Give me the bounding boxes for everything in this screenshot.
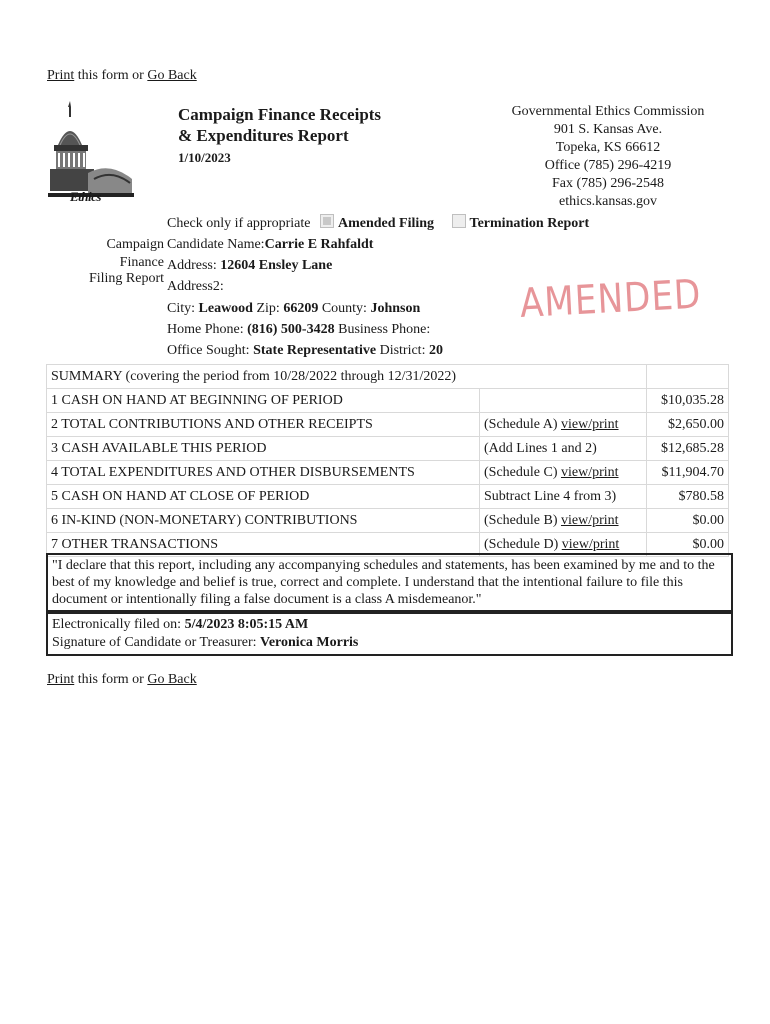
business-phone-label: Business Phone: <box>334 322 431 337</box>
report-title-line2: & Expenditures Report <box>178 126 349 145</box>
summary-header-blank <box>647 365 729 389</box>
summary-row-note-text: (Schedule A) <box>484 416 561 432</box>
termination-report-label: Termination Report <box>469 216 590 231</box>
amended-filing-checkbox[interactable] <box>320 214 334 228</box>
summary-row-note <box>480 413 647 437</box>
district-label: District: <box>376 343 429 358</box>
address2-label: Address2: <box>167 279 224 294</box>
table-row <box>47 389 729 413</box>
commission-city: Topeka, KS 66612 <box>555 140 661 155</box>
print-link-bottom[interactable]: Print <box>47 672 75 687</box>
address2-row <box>167 279 224 295</box>
commission-name: Governmental Ethics Commission <box>511 104 705 119</box>
summary-row-amount: $0.00 <box>647 509 729 533</box>
filed-on-row <box>52 616 727 634</box>
summary-row-label: 5 CASH ON HAND AT CLOSE OF PERIOD <box>47 485 480 509</box>
office-label: Office Sought: <box>167 343 254 358</box>
logo-text: Ethics <box>70 189 101 204</box>
district-value: 20 <box>428 343 443 358</box>
table-row <box>47 509 729 533</box>
top-nav <box>47 68 197 84</box>
summary-header: SUMMARY (covering the period from 10/28/2022 through 12/31/2022) <box>47 365 647 389</box>
summary-row-note-text: (Schedule C) <box>484 464 561 480</box>
zip-label: Zip: <box>252 301 284 316</box>
table-row <box>47 413 729 437</box>
bottom-nav <box>47 672 197 688</box>
summary-row-label: 1 CASH ON HAND AT BEGINNING OF PERIOD <box>47 389 480 413</box>
commission-office-phone: Office (785) 296-4219 <box>544 158 672 173</box>
summary-row-label: 4 TOTAL EXPENDITURES AND OTHER DISBURSEMENTS <box>47 461 480 485</box>
summary-row-amount: $780.58 <box>647 485 729 509</box>
side-label-campaign: Campaign <box>106 237 164 252</box>
candidate-name: Carrie E Rahfaldt <box>264 237 374 252</box>
report-title-block <box>178 104 381 166</box>
signature-label: Signature of Candidate or Treasurer: <box>52 635 261 650</box>
city-label: City: <box>167 301 199 316</box>
view-print-link[interactable]: view/print <box>560 464 619 480</box>
summary-row-amount: $10,035.28 <box>647 389 729 413</box>
zip-value: 66209 <box>283 301 319 316</box>
candidate-name-row <box>167 237 373 253</box>
summary-row-amount: $11,904.70 <box>647 461 729 485</box>
filed-on-value: 5/4/2023 8:05:15 AM <box>184 617 309 632</box>
view-print-link[interactable]: view/print <box>560 512 619 528</box>
table-row <box>47 437 729 461</box>
address-row <box>167 258 332 274</box>
summary-row-amount: $12,685.28 <box>647 437 729 461</box>
city-value: Leawood <box>198 301 253 316</box>
summary-table <box>46 364 729 557</box>
amended-filing-label: Amended Filing <box>337 216 435 231</box>
side-label-finance: Finance <box>119 255 164 270</box>
commission-address <box>480 103 736 211</box>
summary-row-note <box>480 509 647 533</box>
summary-row-note-text: (Schedule B) <box>484 512 561 528</box>
report-title-line1: Campaign Finance Receipts <box>178 105 382 124</box>
summary-row-label: 2 TOTAL CONTRIBUTIONS AND OTHER RECEIPTS <box>47 413 480 437</box>
signature-box <box>46 612 733 656</box>
filing-type-row <box>167 214 589 232</box>
declaration-box: "I declare that this report, including any accompanying schedules and statements, has been examined by me and to the best of my knowledge and belief is true, correct and complete. I understand that the intentional failure to file this document or intentionally filing a false document is a class A misdemeanor." <box>46 553 733 612</box>
county-label: County: <box>318 301 371 316</box>
summary-row-note <box>480 485 647 509</box>
nav-separator-text-bottom: this form or <box>74 672 148 687</box>
filed-on-label: Electronically filed on: <box>52 617 185 632</box>
phone-row <box>167 322 430 338</box>
termination-report-checkbox[interactable] <box>452 214 466 228</box>
commission-website: ethics.kansas.gov <box>559 194 657 209</box>
amended-stamp: AMENDED <box>518 271 703 327</box>
office-row <box>167 343 443 359</box>
city-row <box>167 301 420 317</box>
summary-row-label: 6 IN-KIND (NON-MONETARY) CONTRIBUTIONS <box>47 509 480 533</box>
address-label: Address: <box>167 258 221 273</box>
view-print-link[interactable]: view/print <box>560 416 619 432</box>
summary-row-note-text: Subtract Line 4 from 3) <box>484 488 617 504</box>
summary-row-note <box>480 437 647 461</box>
commission-street: 901 S. Kansas Ave. <box>553 122 663 137</box>
summary-header-row <box>47 365 729 389</box>
report-date: 1/10/2023 <box>178 150 231 165</box>
summary-row-amount: $0.00 <box>647 533 729 557</box>
address-value: 12604 Ensley Lane <box>220 258 333 273</box>
summary-row-label: 7 OTHER TRANSACTIONS <box>47 533 480 557</box>
nav-separator-text: this form or <box>74 68 148 83</box>
print-link[interactable]: Print <box>47 68 75 83</box>
table-row <box>47 461 729 485</box>
go-back-link-bottom[interactable]: Go Back <box>147 672 197 687</box>
view-print-link[interactable]: view/print <box>561 536 620 552</box>
signature-row <box>52 634 727 652</box>
candidate-name-label: Candidate Name: <box>167 237 265 252</box>
summary-row-amount: $2,650.00 <box>647 413 729 437</box>
signature-value: Veronica Morris <box>260 635 359 650</box>
home-phone-label: Home Phone: <box>167 322 248 337</box>
summary-row-note-text: (Add Lines 1 and 2) <box>484 440 597 456</box>
summary-row-note <box>480 461 647 485</box>
summary-row-label: 3 CASH AVAILABLE THIS PERIOD <box>47 437 480 461</box>
county-value: Johnson <box>370 301 421 316</box>
go-back-link[interactable]: Go Back <box>147 68 197 83</box>
home-phone-value: (816) 500-3428 <box>247 322 335 337</box>
summary-row-note <box>480 389 647 413</box>
check-label: Check only if appropriate <box>167 216 311 231</box>
office-value: State Representative <box>253 343 377 358</box>
commission-fax: Fax (785) 296-2548 <box>552 176 664 191</box>
side-label-filing-report: Filing Report <box>88 271 164 286</box>
ethics-logo <box>48 101 134 211</box>
summary-row-note-text: (Schedule D) <box>484 536 562 552</box>
table-row <box>47 485 729 509</box>
